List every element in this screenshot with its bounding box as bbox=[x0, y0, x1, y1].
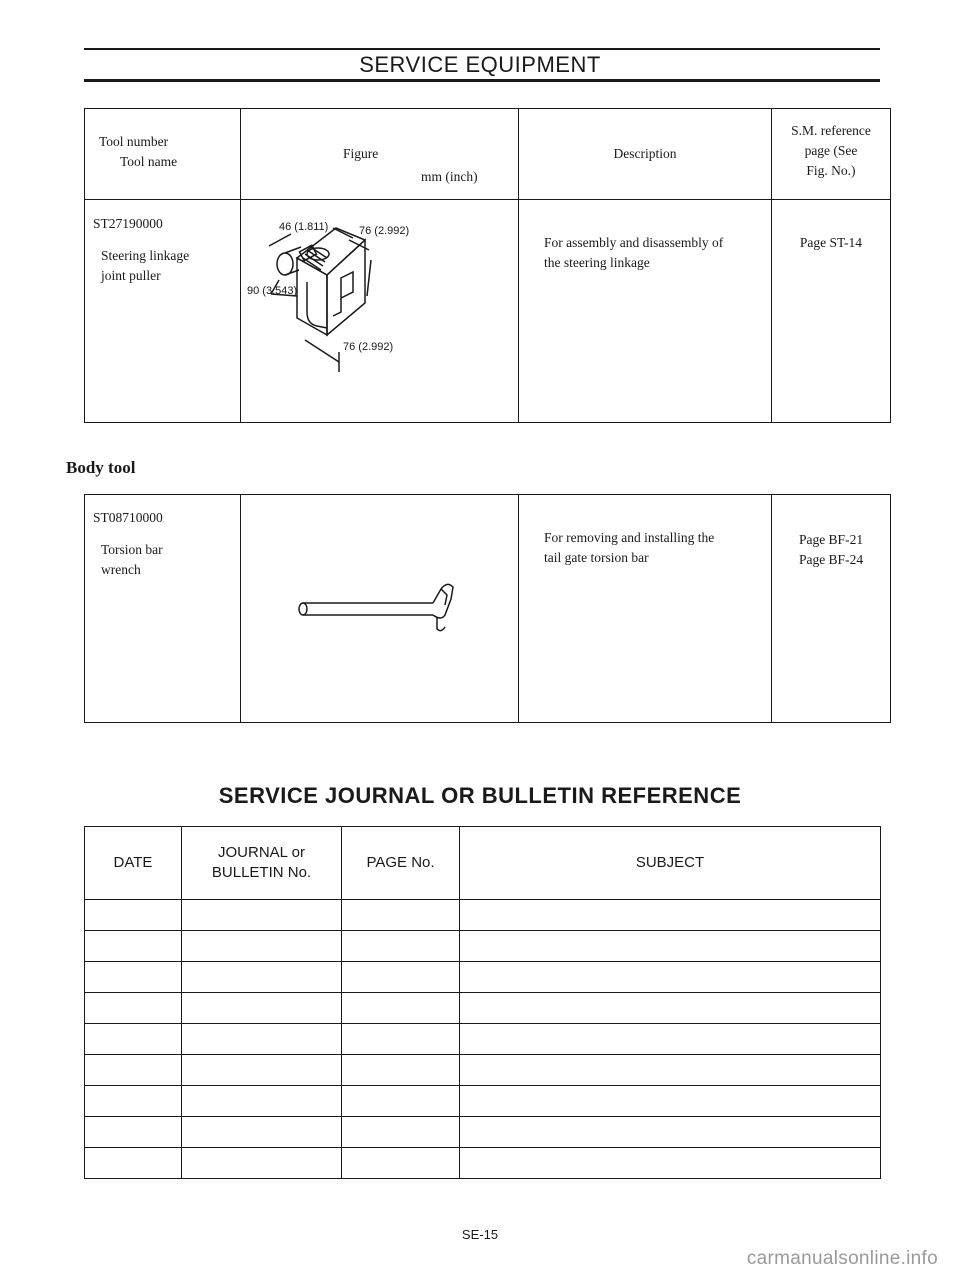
header-units-label: mm (inch) bbox=[421, 169, 478, 184]
journal-cell[interactable] bbox=[85, 1055, 182, 1086]
journal-cell[interactable] bbox=[342, 900, 460, 931]
header-figure-label: Figure bbox=[343, 146, 379, 161]
tool-description-line1: For assembly and disassembly of bbox=[544, 235, 724, 250]
tool-id-cell bbox=[85, 200, 241, 423]
tool-row bbox=[85, 200, 891, 423]
journal-cell[interactable] bbox=[85, 962, 182, 993]
journal-cell[interactable] bbox=[460, 1117, 881, 1148]
journal-cell[interactable] bbox=[182, 1086, 342, 1117]
header-description bbox=[519, 109, 772, 200]
service-equipment-table bbox=[84, 108, 891, 423]
watermark: carmanualsonline.info bbox=[746, 1248, 938, 1269]
journal-row bbox=[85, 1117, 881, 1148]
journal-cell[interactable] bbox=[85, 1024, 182, 1055]
top-rule-thin bbox=[84, 48, 880, 50]
journal-header-journal-line2: BULLETIN No. bbox=[211, 864, 312, 881]
journal-cell[interactable] bbox=[85, 931, 182, 962]
journal-cell[interactable] bbox=[460, 962, 881, 993]
journal-cell[interactable] bbox=[342, 1086, 460, 1117]
header-description-label: Description bbox=[613, 146, 677, 161]
journal-cell[interactable] bbox=[182, 962, 342, 993]
body-tool-description-line2: tail gate torsion bar bbox=[544, 550, 649, 565]
header-figure bbox=[241, 109, 519, 200]
header-reference-line2: page (See bbox=[804, 143, 858, 158]
body-tool-heading: Body tool bbox=[66, 458, 136, 477]
journal-row bbox=[85, 900, 881, 931]
journal-table bbox=[84, 826, 881, 1179]
journal-cell[interactable] bbox=[342, 931, 460, 962]
journal-header-page: PAGE No. bbox=[342, 827, 460, 900]
tool-name-line1: Steering linkage bbox=[101, 248, 190, 263]
journal-cell[interactable] bbox=[342, 1024, 460, 1055]
journal-cell[interactable] bbox=[460, 1148, 881, 1179]
journal-cell[interactable] bbox=[85, 1148, 182, 1179]
journal-cell[interactable] bbox=[460, 931, 881, 962]
header-reference-line3: Fig. No.) bbox=[806, 163, 856, 178]
body-tool-row bbox=[85, 495, 891, 723]
journal-cell[interactable] bbox=[85, 900, 182, 931]
journal-header-date: DATE bbox=[85, 827, 182, 900]
journal-cell[interactable] bbox=[460, 1055, 881, 1086]
top-rule-thick bbox=[84, 79, 880, 82]
dimension-label: 76 (2.992) bbox=[343, 341, 394, 353]
journal-cell[interactable] bbox=[182, 1117, 342, 1148]
journal-cell[interactable] bbox=[182, 993, 342, 1024]
journal-row bbox=[85, 1024, 881, 1055]
tool-figure-cell bbox=[241, 200, 519, 423]
dimension-label: 76 (2.992) bbox=[359, 225, 410, 237]
body-tool-id-cell bbox=[85, 495, 241, 723]
journal-cell[interactable] bbox=[85, 1086, 182, 1117]
body-tool-reference-line2: Page BF-24 bbox=[798, 552, 864, 567]
body-tool-reference-cell bbox=[772, 495, 891, 723]
journal-cell[interactable] bbox=[460, 900, 881, 931]
journal-header-row bbox=[85, 827, 881, 900]
journal-row bbox=[85, 1055, 881, 1086]
page-number: SE-15 bbox=[461, 1227, 499, 1242]
header-tool-number: Tool number bbox=[99, 134, 169, 149]
journal-header-journal bbox=[182, 827, 342, 900]
tool-name-line2: joint puller bbox=[101, 268, 161, 283]
tool-number: ST27190000 bbox=[93, 216, 163, 231]
journal-header-subject: SUBJECT bbox=[460, 827, 881, 900]
steering-linkage-puller-drawing-icon bbox=[241, 200, 517, 420]
body-tool-reference-line1: Page BF-21 bbox=[798, 532, 864, 547]
body-tool-figure-cell bbox=[241, 495, 519, 723]
body-tool-description-line1: For removing and installing the bbox=[544, 530, 715, 545]
header-row bbox=[85, 109, 891, 200]
journal-header-journal-line1: JOURNAL or bbox=[218, 844, 305, 861]
journal-cell[interactable] bbox=[182, 931, 342, 962]
journal-cell[interactable] bbox=[182, 1055, 342, 1086]
tool-description-line2: the steering linkage bbox=[544, 255, 650, 270]
tool-description-cell bbox=[519, 200, 772, 423]
torsion-bar-wrench-drawing-icon bbox=[241, 495, 517, 720]
journal-cell[interactable] bbox=[182, 1148, 342, 1179]
header-tool bbox=[85, 109, 241, 200]
journal-cell[interactable] bbox=[342, 962, 460, 993]
body-tool-name-line2: wrench bbox=[101, 562, 141, 577]
tool-reference-line1: Page ST-14 bbox=[799, 235, 863, 250]
journal-row bbox=[85, 962, 881, 993]
journal-title: SERVICE JOURNAL OR BULLETIN REFERENCE bbox=[218, 783, 742, 808]
journal-row bbox=[85, 993, 881, 1024]
journal-cell[interactable] bbox=[342, 1055, 460, 1086]
dimension-label: 46 (1.811) bbox=[279, 221, 329, 233]
body-tool-name-line1: Torsion bar bbox=[101, 542, 163, 557]
journal-cell[interactable] bbox=[342, 993, 460, 1024]
journal-row bbox=[85, 1148, 881, 1179]
body-tool-description-cell bbox=[519, 495, 772, 723]
journal-cell[interactable] bbox=[182, 1024, 342, 1055]
journal-cell[interactable] bbox=[342, 1117, 460, 1148]
journal-cell[interactable] bbox=[182, 900, 342, 931]
header-tool-name: Tool name bbox=[120, 154, 178, 169]
journal-row bbox=[85, 1086, 881, 1117]
journal-cell[interactable] bbox=[460, 993, 881, 1024]
journal-cell[interactable] bbox=[342, 1148, 460, 1179]
dimension-label: 90 (3.543) bbox=[247, 285, 298, 297]
header-reference bbox=[772, 109, 891, 200]
page-title: SERVICE EQUIPMENT bbox=[359, 52, 601, 77]
body-tool-number: ST08710000 bbox=[93, 510, 163, 525]
journal-cell[interactable] bbox=[460, 1024, 881, 1055]
journal-row bbox=[85, 931, 881, 962]
body-tool-table bbox=[84, 494, 891, 723]
tool-reference-cell bbox=[772, 200, 891, 423]
header-reference-line1: S.M. reference bbox=[791, 123, 871, 138]
journal-cell[interactable] bbox=[85, 993, 182, 1024]
journal-cell[interactable] bbox=[460, 1086, 881, 1117]
journal-cell[interactable] bbox=[85, 1117, 182, 1148]
